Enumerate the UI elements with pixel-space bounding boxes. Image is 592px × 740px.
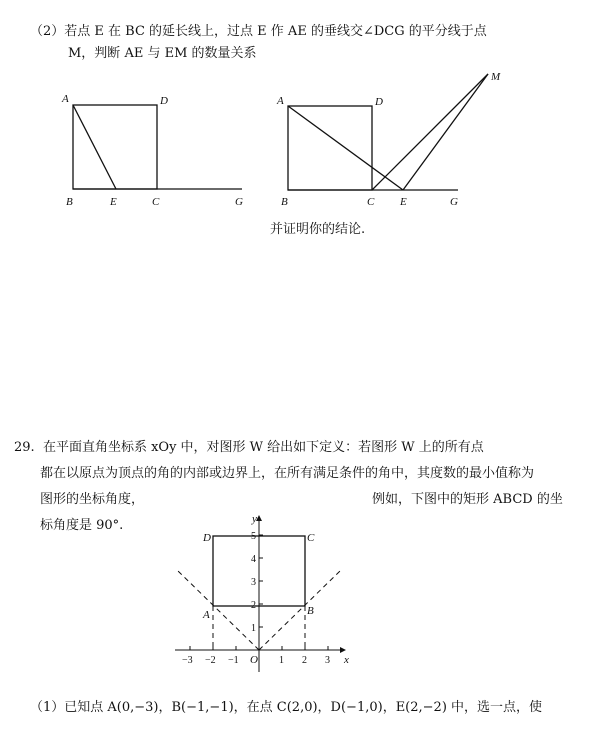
label-d-rect: D (203, 532, 211, 544)
q29-text-1: 在平面直角坐标系 xOy 中，对图形 W 给出如下定义：若图形 W 上的所有点 (42, 440, 484, 455)
label-e-2: E (400, 196, 407, 208)
ytick-5: 5 (251, 531, 256, 542)
y-axis-label: y (252, 513, 257, 525)
q29-line3b: 例如，下图中的矩形 ABCD 的坐 (372, 492, 563, 507)
label-d-2: D (375, 96, 383, 108)
xtick-1: 1 (279, 655, 284, 666)
q29-line2: 都在以原点为顶点的角的内部或边界上，在所有满足条件的角中，其度数的最小值称为 (40, 466, 535, 481)
label-c-2: C (367, 196, 375, 208)
ytick-4: 4 (251, 554, 256, 565)
xtick-neg1: −1 (228, 655, 239, 666)
label-m: M (491, 71, 501, 83)
label-c-rect: C (307, 532, 315, 544)
part2-line3: 并证明你的结论. (270, 222, 366, 237)
ray-right (259, 570, 341, 650)
ytick-1: 1 (251, 623, 256, 634)
xtick-3: 3 (325, 655, 330, 666)
ytick-3: 3 (251, 577, 256, 588)
label-a-rect: A (203, 609, 210, 621)
xtick-neg3: −3 (182, 655, 193, 666)
label-e-1: E (110, 196, 117, 208)
xtick-neg2: −2 (205, 655, 216, 666)
ytick-2: 2 (251, 600, 256, 611)
q29-line3a: 图形的坐标角度， (40, 492, 145, 507)
q29-line4: 标角度是 90°. (40, 518, 124, 533)
part2-number: （2） (30, 24, 65, 39)
label-g-1: G (235, 196, 243, 208)
label-a-2: A (277, 95, 284, 107)
label-g-2: G (450, 196, 458, 208)
xtick-2: 2 (302, 655, 307, 666)
part2-line2: M，判断 AE 与 EM 的数量关系 (68, 46, 257, 61)
label-b-1: B (66, 196, 73, 208)
ray-left (177, 570, 259, 650)
label-b-2: B (281, 196, 288, 208)
label-d-1: D (160, 95, 168, 107)
part2-text-1: 若点 E 在 BC 的延长线上，过点 E 作 AE 的垂线交∠DCG 的平分线于点 (64, 24, 487, 39)
part1-line: （1）已知点 A(0,−3)，B(−1,−1)，在点 C(2,0)，D(−1,0)，E(2,−2) 中，选一点，使 (30, 700, 543, 715)
label-a-1: A (62, 93, 69, 105)
label-c-1: C (152, 196, 160, 208)
x-axis-label: x (344, 654, 349, 666)
label-b-rect: B (307, 605, 314, 617)
q29-number: 29. (14, 440, 35, 455)
origin-label: O (250, 654, 258, 666)
